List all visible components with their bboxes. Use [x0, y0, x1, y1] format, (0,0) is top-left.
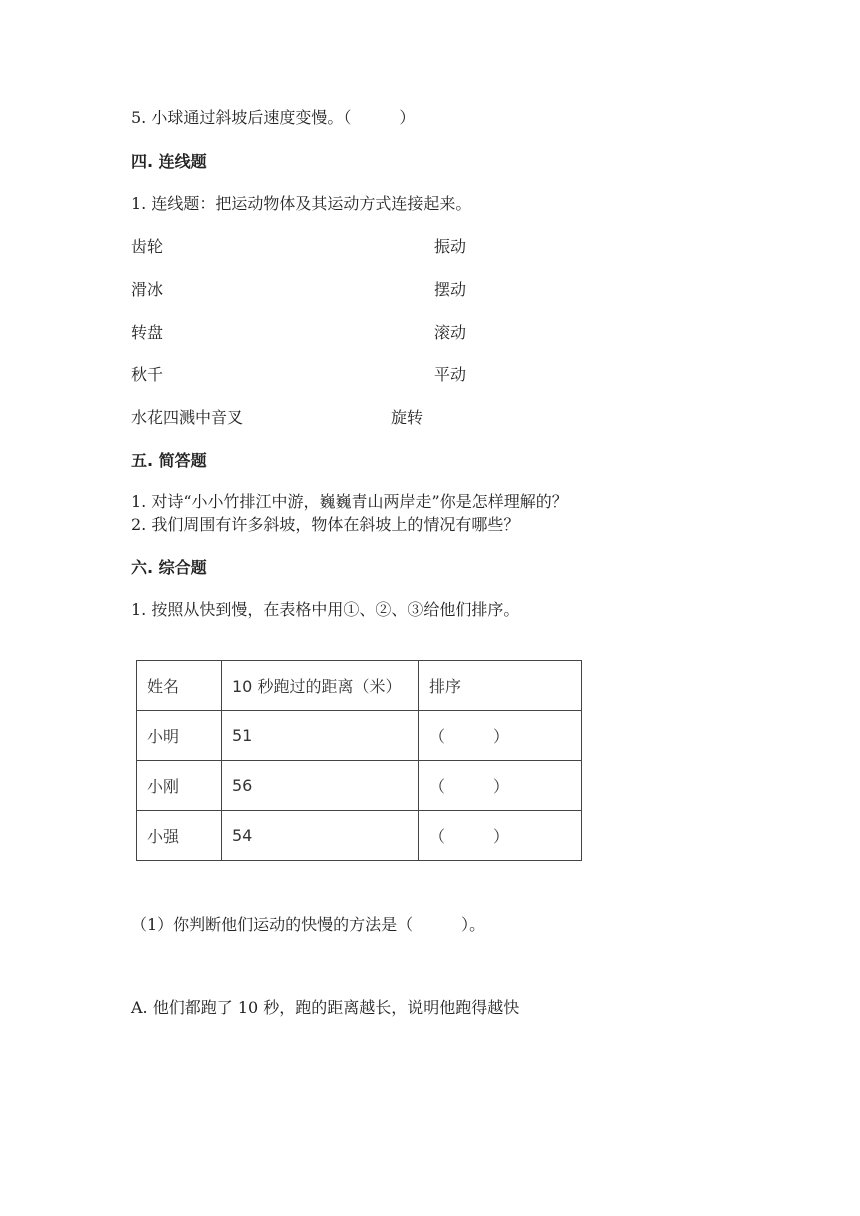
ranking-table	[136, 660, 582, 861]
match-right-1: 振动	[434, 237, 467, 256]
short-question-2: 2. 我们周围有许多斜坡，物体在斜坡上的情况有哪些？	[131, 515, 520, 534]
match-right-2: 摆动	[434, 280, 467, 299]
row-rank-blank[interactable]: （ ）	[419, 811, 582, 861]
table-row	[137, 711, 582, 761]
short-question-1: 1. 对诗“小小竹排江中游，巍巍青山两岸走”你是怎样理解的？	[131, 492, 568, 511]
row-rank-blank[interactable]: （ ）	[419, 711, 582, 761]
row-name: 小刚	[137, 761, 222, 811]
section-heading-4: 四. 连线题	[131, 152, 207, 171]
matching-question: 1. 连线题：把运动物体及其运动方式连接起来。	[131, 194, 472, 213]
row-distance: 51	[222, 711, 419, 761]
match-left-4: 秋千	[131, 365, 164, 384]
row-rank-blank[interactable]: （ ）	[419, 761, 582, 811]
option-a: A. 他们都跑了 10 秒，跑的距离越长，说明他跑得越快	[131, 998, 520, 1017]
comprehensive-question: 1. 按照从快到慢，在表格中用①、②、③给他们排序。	[131, 600, 520, 619]
table-row	[137, 761, 582, 811]
match-left-5: 水花四溅中音叉	[131, 408, 244, 427]
match-left-2: 滑冰	[131, 280, 164, 299]
match-right-4: 平动	[434, 365, 467, 384]
match-right-3: 滚动	[434, 323, 467, 342]
row-name: 小强	[137, 811, 222, 861]
table-header-row	[137, 661, 582, 711]
header-name: 姓名	[137, 661, 222, 711]
sub-question-1: （1）你判断他们运动的快慢的方法是（ ）。	[131, 915, 486, 934]
match-right-5: 旋转	[391, 408, 424, 427]
row-distance: 54	[222, 811, 419, 861]
question-5: 5. 小球通过斜坡后速度变慢。（ ）	[131, 108, 416, 127]
header-distance: 10 秒跑过的距离（米）	[222, 661, 419, 711]
row-name: 小明	[137, 711, 222, 761]
match-left-1: 齿轮	[131, 237, 164, 256]
table-row	[137, 811, 582, 861]
row-distance: 56	[222, 761, 419, 811]
section-heading-5: 五. 简答题	[131, 451, 207, 470]
header-rank: 排序	[419, 661, 582, 711]
match-left-3: 转盘	[131, 323, 164, 342]
section-heading-6: 六. 综合题	[131, 558, 207, 577]
